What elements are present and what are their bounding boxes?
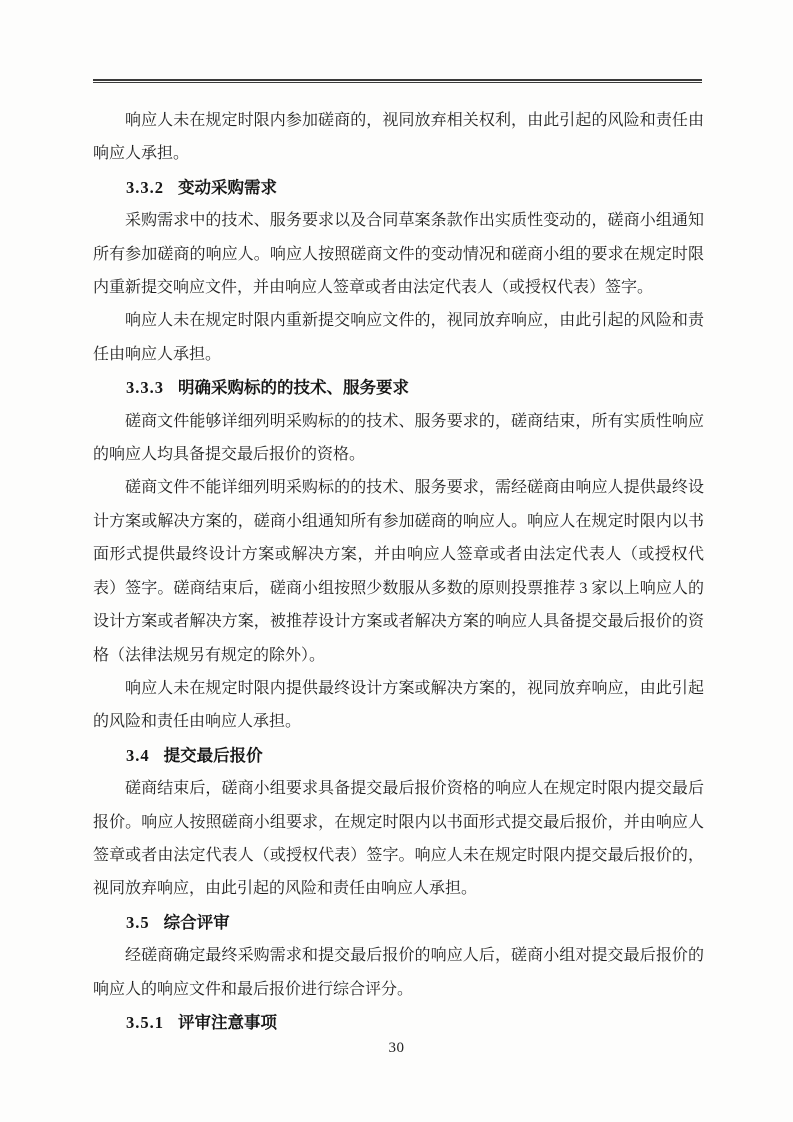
section-heading-3-3-2 [93, 171, 704, 204]
paragraph: 响应人未在规定时限内重新提交响应文件的，视同放弃响应，由此引起的风险和责任由响应人承担。 [93, 312, 704, 363]
section-title: 综合评审 [163, 912, 230, 932]
section-number: 3.5 [126, 912, 150, 932]
section-heading-3-5-1 [93, 1006, 704, 1039]
page-number: 30 [388, 1040, 405, 1056]
paragraph: 磋商文件能够详细列明采购标的的技术、服务要求的，磋商结束，所有实质性响应的响应人均具备提交最后报价的资格。 [93, 412, 704, 464]
section-heading-3-4 [93, 739, 704, 772]
section-heading-3-3-3 [93, 371, 704, 404]
paragraph: 响应人未在规定时限内参加磋商的，视同放弃相关权利，由此引起的风险和责任由响应人承担。 [93, 112, 704, 163]
section-number: 3.4 [126, 745, 150, 765]
paragraph: 响应人未在规定时限内提供最终设计方案或解决方案的，视同放弃响应，由此引起的风险和责任由响应人承担。 [93, 679, 704, 731]
paragraph: 采购需求中的技术、服务要求以及合同草案条款作出实质性变动的，磋商小组通知所有参加磋商的响应人。响应人按照磋商文件的变动情况和磋商小组的要求在规定时限内重新提交响应文件，并由响应人签章或者由法定代表人（或授权代表）签字。 [93, 212, 704, 297]
section-heading-3-5 [93, 906, 704, 939]
section-title: 明确采购标的的技术、服务要求 [178, 378, 410, 398]
section-title: 变动采购需求 [178, 177, 278, 197]
document-content [93, 104, 704, 1039]
section-number: 3.3.2 [126, 177, 164, 197]
section-number: 3.3.3 [126, 378, 164, 398]
section-number: 3.5.1 [126, 1012, 164, 1032]
section-title: 提交最后报价 [163, 745, 263, 765]
paragraph: 磋商文件不能详细列明采购标的的技术、服务要求，需经磋商由响应人提供最终设计方案或解决方案的，磋商小组通知所有参加磋商的响应人。响应人在规定时限内以书面形式提供最终设计方案或解决方案，并由响应人签章或者由法定代表人（或授权代表）签字。磋商结束后，磋商小组按照少数服从多数的原则投票推荐 3 家以上响应人的设计方案或者解决方案，被推荐设计方案或者解决方案的响应人具备提交最后报价的资格（法律法规另有规定的除外）。 [93, 479, 704, 664]
header-double-rule [93, 79, 702, 83]
paragraph: 磋商结束后，磋商小组要求具备提交最后报价资格的响应人在规定时限内提交最后报价。响应人按照磋商小组要求，在规定时限内以书面形式提交最后报价，并由响应人签章或者由法定代表人（或授权代表）签字。响应人未在规定时限内提交最后报价的，视同放弃响应，由此引起的风险和责任由响应人承担。 [93, 780, 704, 898]
section-title: 评审注意事项 [178, 1012, 278, 1032]
paragraph: 经磋商确定最终采购需求和提交最后报价的响应人后，磋商小组对提交最后报价的响应人的响应文件和最后报价进行综合评分。 [93, 947, 704, 998]
